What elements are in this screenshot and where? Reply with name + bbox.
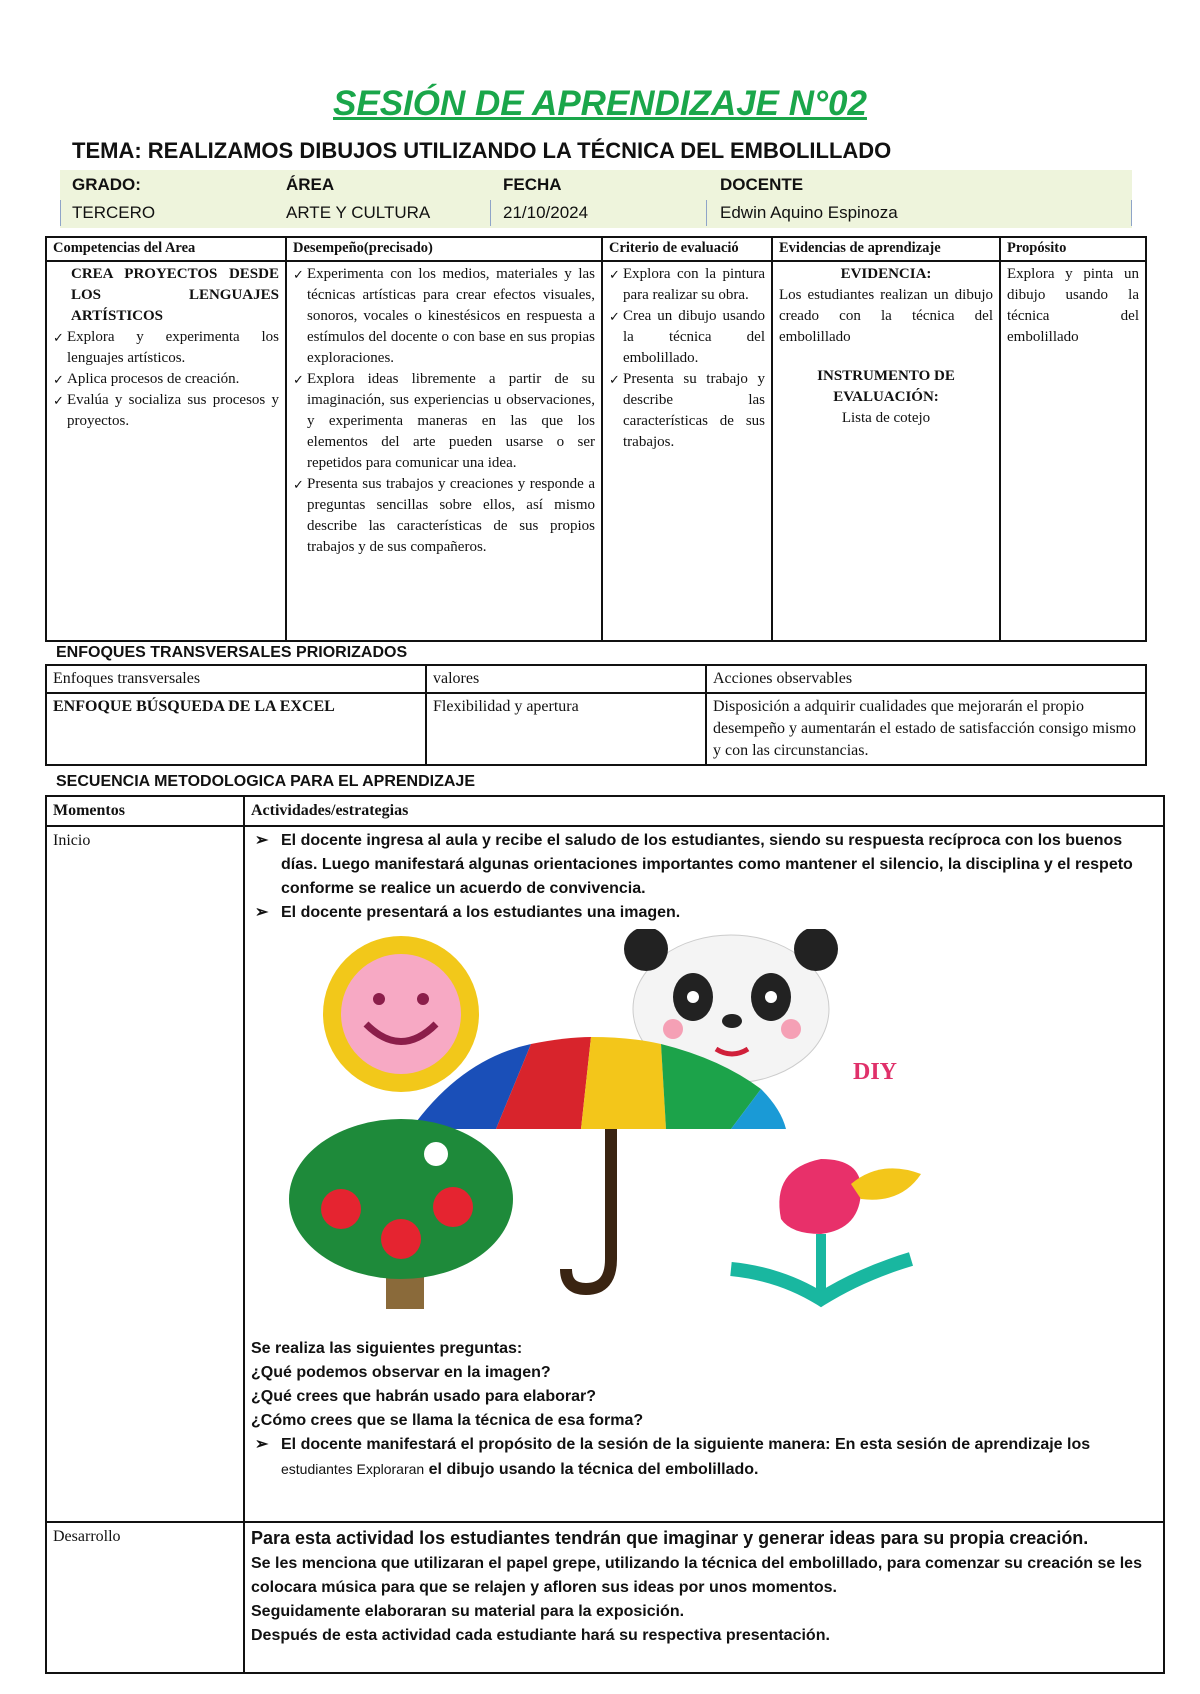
list-item: ✓ Explora ideas libremente a partir de su imaginación, sus experiencias u observaciones, y experimenta maneras en las que los elementos del arte pueden usarse o ser repetidos para comunicar una idea. [293, 369, 595, 474]
col-desempeno: Desempeño(precisado) [286, 237, 602, 261]
desarrollo-line: Seguidamente elaboraran su material para la exposición. [251, 1603, 685, 1620]
evidencia-text: Los estudiantes realizan un dibujo creado con la técnica del embolillado [779, 287, 993, 345]
desarrollo-line: Se les menciona que utilizaran el papel grepe, utilizando la técnica del embolillado, para comenzar su creación se les colocara música para que se relajen y afloren sus ideas por unos momentos. [251, 1555, 1142, 1596]
desarrollo-line: Para esta actividad los estudiantes tendrán que imaginar y generar ideas para su propia creación. [251, 1528, 1089, 1548]
proposito-cell: Explora y pinta un dibujo usando la técnica del embolillado [1000, 261, 1146, 641]
instrumento-value: Lista de cotejo [841, 410, 931, 426]
tema-heading: TEMA: REALIZAMOS DIBUJOS UTILIZANDO LA TÉCNICA DEL EMBOLILLADO [72, 138, 892, 163]
sun-drawing [323, 936, 479, 1092]
list-item: ✓ Aplica procesos de creación. [53, 369, 279, 390]
secuencia-title: SECUENCIA METODOLOGICA PARA EL APRENDIZAJE [56, 773, 475, 790]
list-item: ➢ El docente ingresa al aula y recibe el saludo de los estudiantes, siendo su respuesta recíproca con los buenos días. Luego manifestará algunas orientaciones importantes como mantener el silencio, la disciplina y el respeto conforme se realice un acuerdo de convivencia. [251, 829, 1157, 901]
list-item: ✓ Presenta sus trabajos y creaciones y responde a preguntas sencillas sobre ellos, así mismo describe las características de sus propios trabajos y de sus compañeros. [293, 474, 595, 558]
col-valores: valores [426, 665, 706, 693]
col-proposito: Propósito [1000, 237, 1146, 261]
inicio-cell [244, 826, 1164, 1522]
valor-value: Flexibilidad y apertura [426, 693, 706, 765]
secuencia-table [45, 795, 1165, 1674]
list-item: ✓ Crea un dibujo usando la técnica del embolillado. [609, 306, 765, 369]
competencia-title: CREA PROYECTOS DESDE LOS LENGUAJES ARTÍSTICOS [71, 266, 279, 324]
desarrollo-label: Desarrollo [46, 1522, 244, 1673]
desarrollo-line: Después de esta actividad cada estudiante hará su respectiva presentación. [251, 1627, 830, 1644]
preguntas-intro: Se realiza las siguientes preguntas: [251, 1340, 523, 1357]
instrumento-label: INSTRUMENTO DE EVALUACIÓN: [817, 368, 955, 405]
col-enfoques: Enfoques transversales [46, 665, 426, 693]
page-title: SESIÓN DE APRENDIZAJE N°02 [333, 84, 867, 123]
pregunta-1: ¿Qué podemos observar en la imagen? [251, 1364, 551, 1381]
col-actividades: Actividades/estrategias [244, 796, 1164, 826]
proposito-sesion: ➢ El docente manifestará el propósito de la sesión de la siguiente manera: En esta sesión de aprendizaje los estudiantes Exploraran el dibujo usando la técnica del embolillado. [251, 1433, 1157, 1482]
inicio-label: Inicio [46, 826, 244, 1522]
competencias-table [45, 236, 1147, 642]
list-item: ✓ Evalúa y socializa sus procesos y proyectos. [53, 390, 279, 432]
tree-drawing [289, 1119, 513, 1309]
fecha-label: FECHA [503, 175, 562, 194]
diy-label: DIY [853, 1059, 898, 1085]
info-bar [60, 170, 1132, 228]
enfoques-table [45, 664, 1147, 766]
col-momentos: Momentos [46, 796, 244, 826]
desarrollo-cell [244, 1522, 1164, 1673]
list-item: ✓ Experimenta con los medios, materiales y las técnicas artísticas para crear efectos visuales, sonoros, vocales o kinestésicos en respuesta a estímulos del docente o con base en sus propias exploraciones. [293, 264, 595, 369]
list-item: ✓ Presenta su trabajo y describe las características de sus trabajos. [609, 369, 765, 453]
fecha-value: 21/10/2024 [503, 203, 589, 222]
col-evidencias: Evidencias de aprendizaje [772, 237, 1000, 261]
col-competencias: Competencias del Area [46, 237, 286, 261]
grado-value: TERCERO [72, 203, 156, 222]
competencia-cell [46, 261, 286, 641]
tulip-drawing [731, 1159, 921, 1299]
grado-label: GRADO: [72, 175, 141, 194]
docente-value: Edwin Aquino Espinoza [720, 203, 898, 222]
evidencias-cell [772, 261, 1000, 641]
embolillado-image [261, 929, 961, 1329]
col-criterio: Criterio de evaluació [602, 237, 772, 261]
enfoque-value: ENFOQUE BÚSQUEDA DE LA EXCEL [46, 693, 426, 765]
accion-value: Disposición a adquirir cualidades que mejorarán el propio desempeño y aumentarán el estado de satisfacción consigo mismo y con las circunstancias. [706, 693, 1146, 765]
pregunta-3: ¿Cómo crees que se llama la técnica de esa forma? [251, 1412, 644, 1429]
area-label: ÁREA [286, 175, 335, 194]
enfoques-title: ENFOQUES TRANSVERSALES PRIORIZADOS [56, 644, 408, 661]
docente-label: DOCENTE [720, 175, 804, 194]
criterio-cell [602, 261, 772, 641]
pregunta-2: ¿Qué crees que habrán usado para elaborar? [251, 1388, 596, 1405]
list-item: ➢ El docente presentará a los estudiantes una imagen. [251, 901, 1157, 925]
col-acciones: Acciones observables [706, 665, 1146, 693]
evidencia-label: EVIDENCIA: [840, 266, 932, 282]
desempeno-cell [286, 261, 602, 641]
list-item: ✓ Explora con la pintura para realizar su obra. [609, 264, 765, 306]
area-value: ARTE Y CULTURA [286, 203, 431, 222]
list-item: ✓ Explora y experimenta los lenguajes artísticos. [53, 327, 279, 369]
